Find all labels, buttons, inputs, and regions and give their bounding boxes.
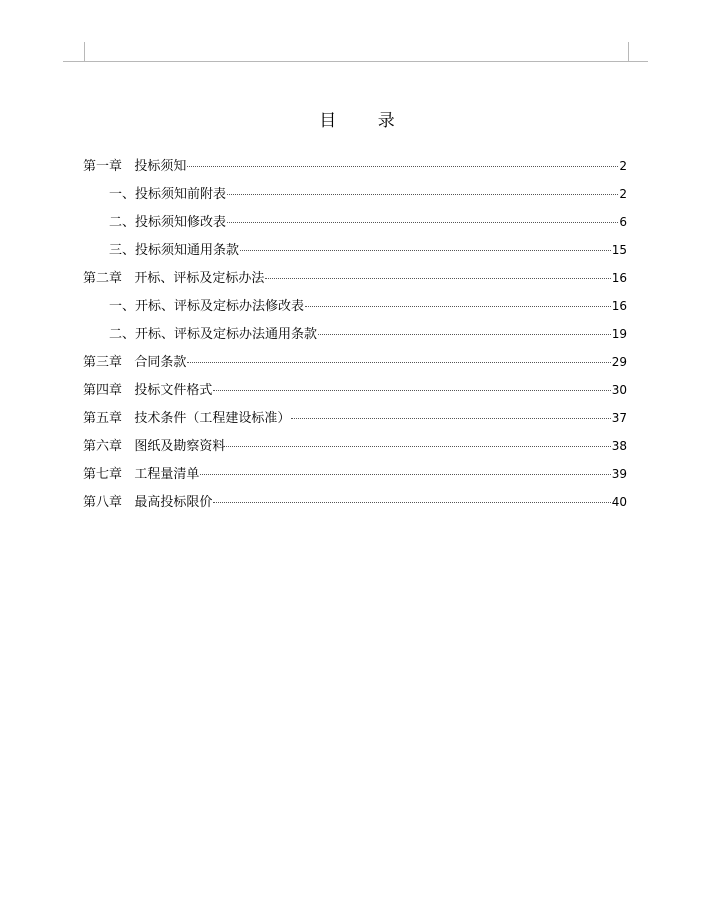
toc-dot-leader xyxy=(213,502,610,503)
toc-page-number: 40 xyxy=(611,495,627,509)
toc-page-number: 37 xyxy=(611,411,627,425)
toc-page-number: 39 xyxy=(611,467,627,481)
toc-entry-section-1-3[interactable] xyxy=(83,239,627,267)
header-margin-line xyxy=(63,61,648,62)
toc-entry-text: 第一章 投标须知 xyxy=(83,159,187,174)
toc-page-number: 2 xyxy=(619,187,627,201)
toc-entry-text: 一、投标须知前附表 xyxy=(109,187,227,202)
toc-dot-leader xyxy=(240,250,611,251)
toc-page-number: 16 xyxy=(611,271,627,285)
toc-entry-text: 第八章 最高投标限价 xyxy=(83,495,213,510)
header-margin-mark-right xyxy=(628,42,629,62)
toc-dot-leader xyxy=(187,166,618,167)
toc-dot-leader xyxy=(213,390,610,391)
toc-page-number: 16 xyxy=(611,299,627,313)
toc-dot-leader xyxy=(305,306,611,307)
toc-entry-text: 第三章 合同条款 xyxy=(83,355,187,370)
toc-entry-text: 二、开标、评标及定标办法通用条款 xyxy=(109,327,318,342)
toc-entry-chapter-4[interactable] xyxy=(83,379,627,407)
toc-dot-leader xyxy=(291,418,610,419)
toc-entry-section-2-1[interactable] xyxy=(83,295,627,323)
toc-entry-text: 第六章 图纸及勘察资料 xyxy=(83,439,226,454)
toc-dot-leader xyxy=(226,446,610,447)
toc-page-number: 30 xyxy=(611,383,627,397)
toc-entry-chapter-6[interactable] xyxy=(83,435,627,463)
toc-entry-section-1-2[interactable] xyxy=(83,211,627,239)
toc-entry-chapter-2[interactable] xyxy=(83,267,627,295)
toc-entry-chapter-7[interactable] xyxy=(83,463,627,491)
toc-dot-leader xyxy=(227,222,618,223)
toc-entry-section-1-1[interactable] xyxy=(83,183,627,211)
toc-entry-section-2-2[interactable] xyxy=(83,323,627,351)
toc-dot-leader xyxy=(265,278,610,279)
toc-entry-chapter-8[interactable] xyxy=(83,491,627,519)
toc-entry-text: 第二章 开标、评标及定标办法 xyxy=(83,271,265,286)
toc-page-number: 6 xyxy=(619,215,627,229)
toc-page-number: 38 xyxy=(611,439,627,453)
toc-entry-chapter-1[interactable] xyxy=(83,155,627,183)
toc-dot-leader xyxy=(187,362,610,363)
toc-entry-text: 二、投标须知修改表 xyxy=(109,215,227,230)
toc-entry-text: 第四章 投标文件格式 xyxy=(83,383,213,398)
toc-entry-text: 一、开标、评标及定标办法修改表 xyxy=(109,299,305,314)
toc-entry-text: 三、投标须知通用条款 xyxy=(109,243,240,258)
toc-page-number: 29 xyxy=(611,355,627,369)
toc-dot-leader xyxy=(227,194,618,195)
table-of-contents xyxy=(83,155,627,519)
toc-dot-leader xyxy=(200,474,610,475)
toc-page-number: 19 xyxy=(611,327,627,341)
toc-entry-text: 第五章 技术条件（工程建设标准） xyxy=(83,411,291,426)
toc-entry-text: 第七章 工程量清单 xyxy=(83,467,200,482)
toc-page-number: 15 xyxy=(611,243,627,257)
toc-dot-leader xyxy=(318,334,611,335)
toc-entry-chapter-5[interactable] xyxy=(83,407,627,435)
header-margin-mark-left xyxy=(84,42,85,62)
toc-page-number: 2 xyxy=(619,159,627,173)
toc-title: 目 录 xyxy=(319,111,413,131)
toc-entry-chapter-3[interactable] xyxy=(83,351,627,379)
